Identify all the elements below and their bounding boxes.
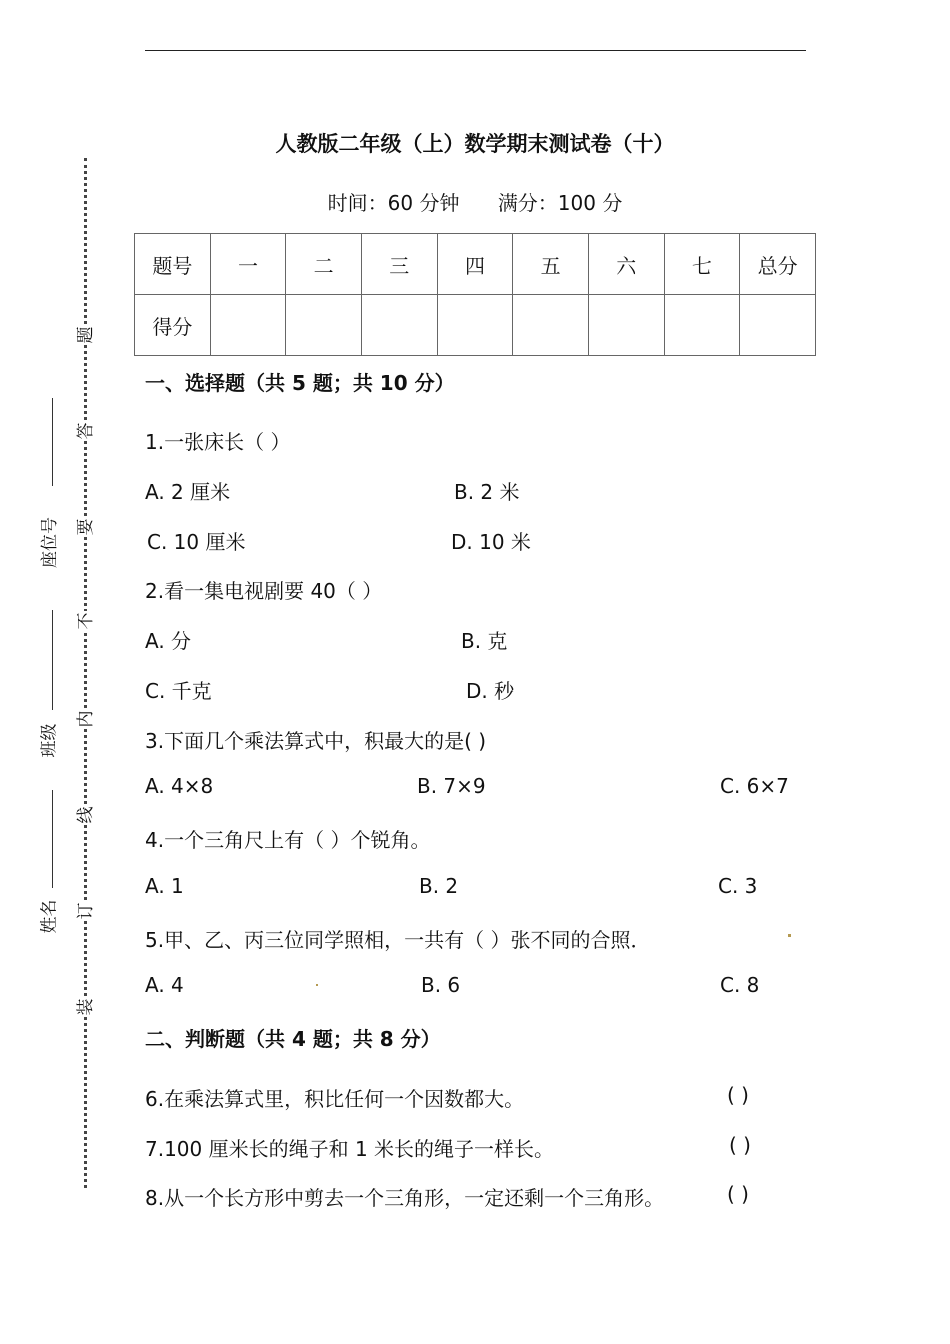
score-table: [134, 233, 816, 356]
score-header-cell: 一: [210, 234, 286, 295]
option[interactable]: B. 2 米: [454, 480, 520, 504]
question-stem: 1.一张床长（ ）: [145, 430, 291, 454]
score-row-label: 得分: [135, 295, 211, 356]
binding-char: 题: [76, 326, 96, 344]
score-header-cell: 题号: [135, 234, 211, 295]
option[interactable]: A. 4×8: [145, 774, 214, 798]
score-blank-cell[interactable]: [513, 295, 589, 356]
judge-statement: 6.在乘法算式里，积比任何一个因数都大。: [145, 1087, 525, 1111]
binding-char: 订: [76, 902, 96, 920]
option[interactable]: A. 4: [145, 973, 184, 997]
page-title: 人教版二年级（上）数学期末测试卷（十）: [275, 132, 675, 156]
class-blank[interactable]: [52, 610, 53, 710]
seat-number-label: 座位号: [40, 517, 60, 568]
score-blank-cell[interactable]: [437, 295, 513, 356]
score-header-cell: 三: [361, 234, 437, 295]
option[interactable]: C. 8: [720, 973, 760, 997]
score-table-score-row: [135, 295, 816, 356]
binding-char: 内: [76, 710, 96, 728]
binding-char: 不: [76, 612, 96, 630]
judge-answer-blank[interactable]: ( ): [727, 1083, 749, 1107]
option[interactable]: C. 千克: [145, 679, 212, 703]
score-blank-cell[interactable]: [286, 295, 362, 356]
score-header-cell: 总分: [740, 234, 816, 295]
score-header-cell: 六: [588, 234, 664, 295]
option[interactable]: B. 6: [421, 973, 461, 997]
score-header-cell: 五: [513, 234, 589, 295]
binding-char: 线: [76, 806, 96, 824]
option[interactable]: B. 7×9: [417, 774, 486, 798]
exam-meta: [0, 187, 950, 216]
question-stem: 4.一个三角尺上有（ ）个锐角。: [145, 828, 431, 852]
exam-time: 时间：60 分钟: [327, 191, 460, 215]
binding-dotted-line: [84, 158, 87, 1188]
judge-statement: 7.100 厘米长的绳子和 1 米长的绳子一样长。: [145, 1137, 555, 1161]
score-blank-cell[interactable]: [740, 295, 816, 356]
score-blank-cell[interactable]: [588, 295, 664, 356]
option[interactable]: B. 克: [461, 629, 508, 653]
option[interactable]: B. 2: [419, 874, 459, 898]
score-header-cell: 二: [286, 234, 362, 295]
option[interactable]: D. 10 米: [451, 530, 531, 554]
judge-answer-blank[interactable]: ( ): [729, 1133, 751, 1157]
option[interactable]: A. 2 厘米: [145, 480, 231, 504]
option[interactable]: C. 10 厘米: [147, 530, 246, 554]
score-blank-cell[interactable]: [210, 295, 286, 356]
question-stem: 5.甲、乙、丙三位同学照相，一共有（ ）张不同的合照．: [145, 928, 651, 952]
option[interactable]: D. 秒: [466, 679, 515, 703]
binding-char: 装: [76, 998, 96, 1016]
print-speck: [788, 934, 791, 937]
exam-full-score: 满分：100 分: [497, 191, 623, 215]
print-speck: [316, 984, 318, 986]
question-stem: 2.看一集电视剧要 40（ ）: [145, 579, 383, 603]
section-heading-judge: 二、判断题（共 4 题；共 8 分）: [145, 1027, 441, 1051]
score-blank-cell[interactable]: [361, 295, 437, 356]
judge-answer-blank[interactable]: ( ): [727, 1182, 749, 1206]
class-label: 班级: [39, 723, 60, 758]
score-header-cell: 七: [664, 234, 740, 295]
name-blank[interactable]: [52, 790, 53, 888]
score-table-header-row: [135, 234, 816, 295]
seat-number-blank[interactable]: [52, 398, 53, 486]
question-stem: 3.下面几个乘法算式中，积最大的是( ): [145, 729, 487, 753]
section-heading-choice: 一、选择题（共 5 题；共 10 分）: [145, 371, 455, 395]
score-header-cell: 四: [437, 234, 513, 295]
judge-statement: 8.从一个长方形中剪去一个三角形，一定还剩一个三角形。: [145, 1186, 665, 1210]
binding-char: 要: [76, 518, 96, 536]
option[interactable]: A. 1: [145, 874, 184, 898]
binding-char: 答: [76, 422, 96, 440]
score-blank-cell[interactable]: [664, 295, 740, 356]
option[interactable]: A. 分: [145, 629, 192, 653]
name-label: 姓名: [39, 899, 60, 934]
option[interactable]: C. 6×7: [720, 774, 789, 798]
option[interactable]: C. 3: [718, 874, 758, 898]
header-rule: [145, 50, 806, 51]
